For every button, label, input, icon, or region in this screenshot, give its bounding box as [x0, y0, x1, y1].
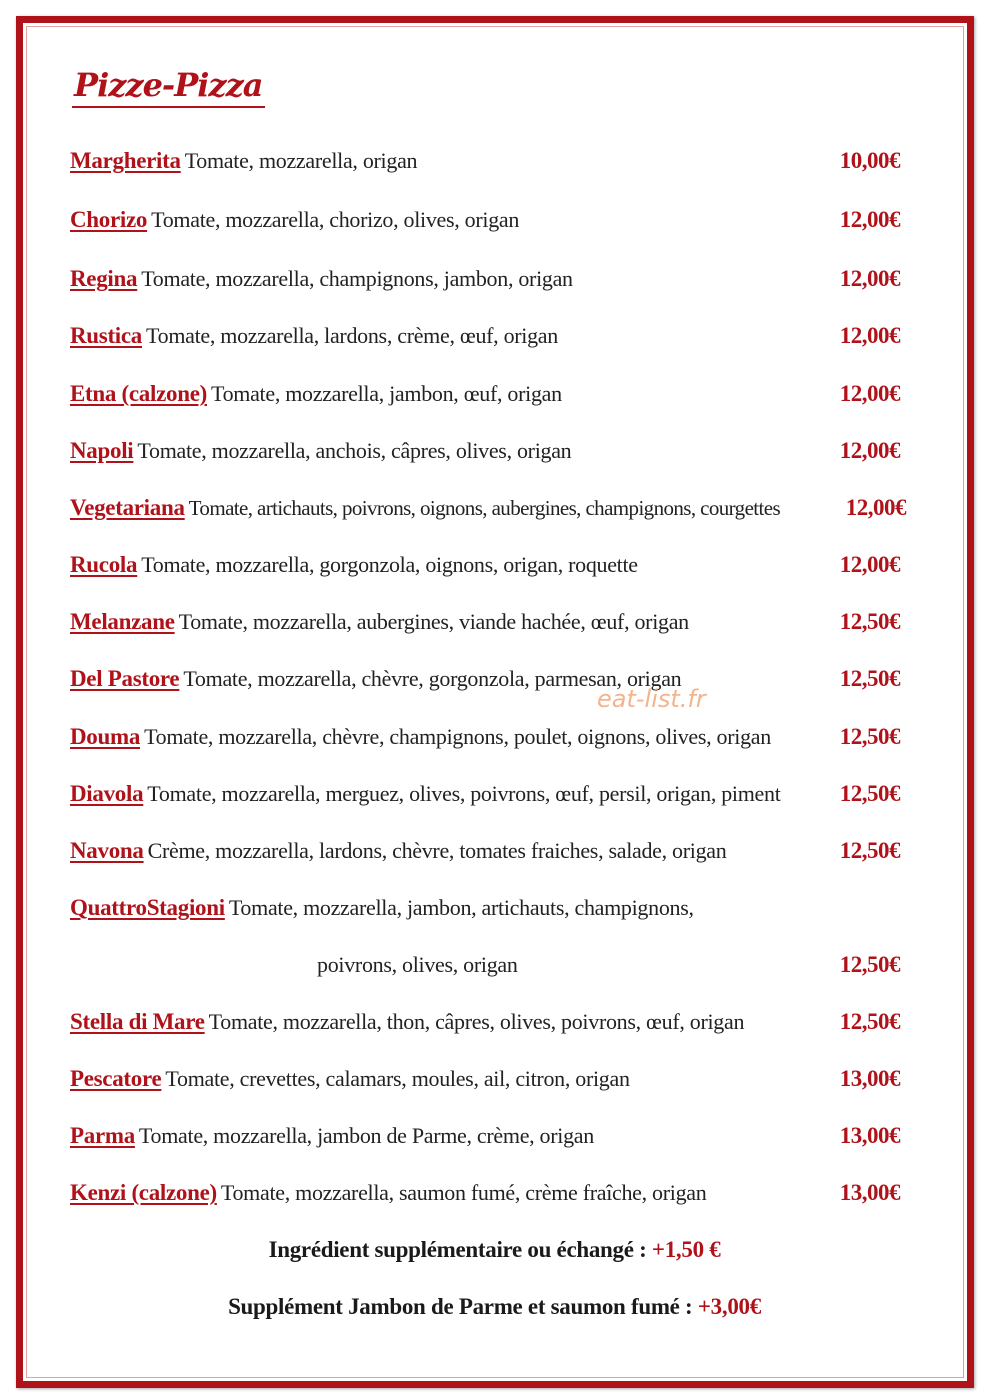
item-description: Tomate, mozzarella, jambon de Parme, crème, origan [138, 1123, 594, 1148]
item-name: Melanzane [70, 609, 175, 634]
menu-item [70, 607, 910, 637]
item-price: 12,00€ [845, 495, 906, 520]
menu-item-continuation [70, 950, 910, 980]
menu-item [70, 321, 910, 351]
item-price: 13,00€ [839, 1180, 900, 1205]
menu-item [70, 779, 910, 809]
item-name: Rustica [70, 323, 143, 348]
menu-item [70, 205, 910, 235]
item-name: Douma [70, 724, 141, 749]
item-price: 12,00€ [839, 207, 900, 232]
item-price: 12,50€ [839, 838, 900, 863]
item-name: Vegetariana [70, 495, 185, 520]
item-name: Navona [70, 838, 144, 863]
item-description: Tomate, mozzarella, merguez, olives, poivrons, œuf, persil, origan, piment [147, 781, 781, 806]
item-name: Regina [70, 266, 138, 291]
item-price: 12,50€ [839, 666, 900, 691]
item-price: 12,50€ [839, 1009, 900, 1034]
item-price: 12,50€ [839, 952, 900, 977]
item-price: 12,00€ [839, 381, 900, 406]
item-price: 10,00€ [839, 148, 900, 173]
menu-item [70, 1178, 910, 1208]
item-price: 12,50€ [839, 724, 900, 749]
item-description: Tomate, mozzarella, aubergines, viande hachée, œuf, origan [178, 609, 689, 634]
item-description: Tomate, mozzarella, lardons, crème, œuf, origan [146, 323, 558, 348]
item-price: 12,00€ [839, 552, 900, 577]
item-description: Tomate, mozzarella, thon, câpres, olives, poivrons, œuf, origan [208, 1009, 745, 1034]
item-description: Tomate, mozzarella, champignons, jambon, origan [141, 266, 573, 291]
extra-price: +1,50 € [651, 1237, 721, 1262]
item-name: Diavola [70, 781, 144, 806]
item-name: Rucola [70, 552, 138, 577]
item-name: Chorizo [70, 207, 148, 232]
extra-supplement-note [0, 1292, 989, 1322]
item-name: Del Pastore [70, 666, 180, 691]
item-price: 12,00€ [839, 323, 900, 348]
item-description: Tomate, mozzarella, origan [184, 148, 418, 173]
extra-ingredient-note [0, 1235, 989, 1265]
item-name: Parma [70, 1123, 135, 1148]
item-price: 13,00€ [839, 1066, 900, 1091]
item-price: 13,00€ [839, 1123, 900, 1148]
item-description: Tomate, mozzarella, jambon, œuf, origan [210, 381, 562, 406]
item-description: Tomate, crevettes, calamars, moules, ail, citron, origan [165, 1066, 630, 1091]
extra-label: Ingrédient supplémentaire ou échangé : [268, 1237, 647, 1262]
menu-item [70, 264, 910, 294]
menu-item [70, 146, 910, 176]
item-name: Napoli [70, 438, 134, 463]
item-description-continued: poivrons, olives, origan [317, 952, 518, 977]
item-description: Tomate, mozzarella, saumon fumé, crème fraîche, origan [220, 1180, 707, 1205]
extra-label: Supplément Jambon de Parme et saumon fumé : [228, 1294, 693, 1319]
item-price: 12,00€ [839, 266, 900, 291]
item-description: Tomate, artichauts, poivrons, oignons, aubergines, champignons, courgettes [188, 496, 781, 520]
item-name: Etna (calzone) [70, 381, 207, 406]
menu-item [70, 550, 910, 580]
menu-item [70, 1121, 910, 1151]
item-description: Crème, mozzarella, lardons, chèvre, tomates fraiches, salade, origan [147, 838, 727, 863]
menu-item [70, 1064, 910, 1094]
menu-item [70, 1007, 910, 1037]
menu-item [70, 493, 910, 523]
item-name: QuattroStagioni [70, 895, 225, 920]
item-description: Tomate, mozzarella, jambon, artichauts, champignons, [228, 895, 694, 920]
item-price: 12,50€ [839, 781, 900, 806]
item-price: 12,50€ [839, 609, 900, 634]
menu-title: Pizze-Pizza [72, 66, 265, 108]
menu-item [70, 893, 910, 923]
item-name: Stella di Mare [70, 1009, 205, 1034]
menu-item [70, 379, 910, 409]
extra-price: +3,00€ [697, 1294, 761, 1319]
item-description: Tomate, mozzarella, chèvre, champignons, poulet, oignons, olives, origan [144, 724, 771, 749]
menu-item [70, 664, 910, 694]
watermark: eat-list.fr [597, 685, 706, 713]
item-description: Tomate, mozzarella, gorgonzola, oignons, origan, roquette [141, 552, 638, 577]
item-description: Tomate, mozzarella, chèvre, gorgonzola, parmesan, origan [183, 666, 682, 691]
menu-item [70, 722, 910, 752]
item-description: Tomate, mozzarella, anchois, câpres, olives, origan [137, 438, 572, 463]
menu-item [70, 436, 910, 466]
item-description: Tomate, mozzarella, chorizo, olives, origan [151, 207, 520, 232]
item-name: Kenzi (calzone) [70, 1180, 217, 1205]
menu-item [70, 836, 910, 866]
item-price: 12,00€ [839, 438, 900, 463]
item-name: Margherita [70, 148, 181, 173]
item-name: Pescatore [70, 1066, 162, 1091]
